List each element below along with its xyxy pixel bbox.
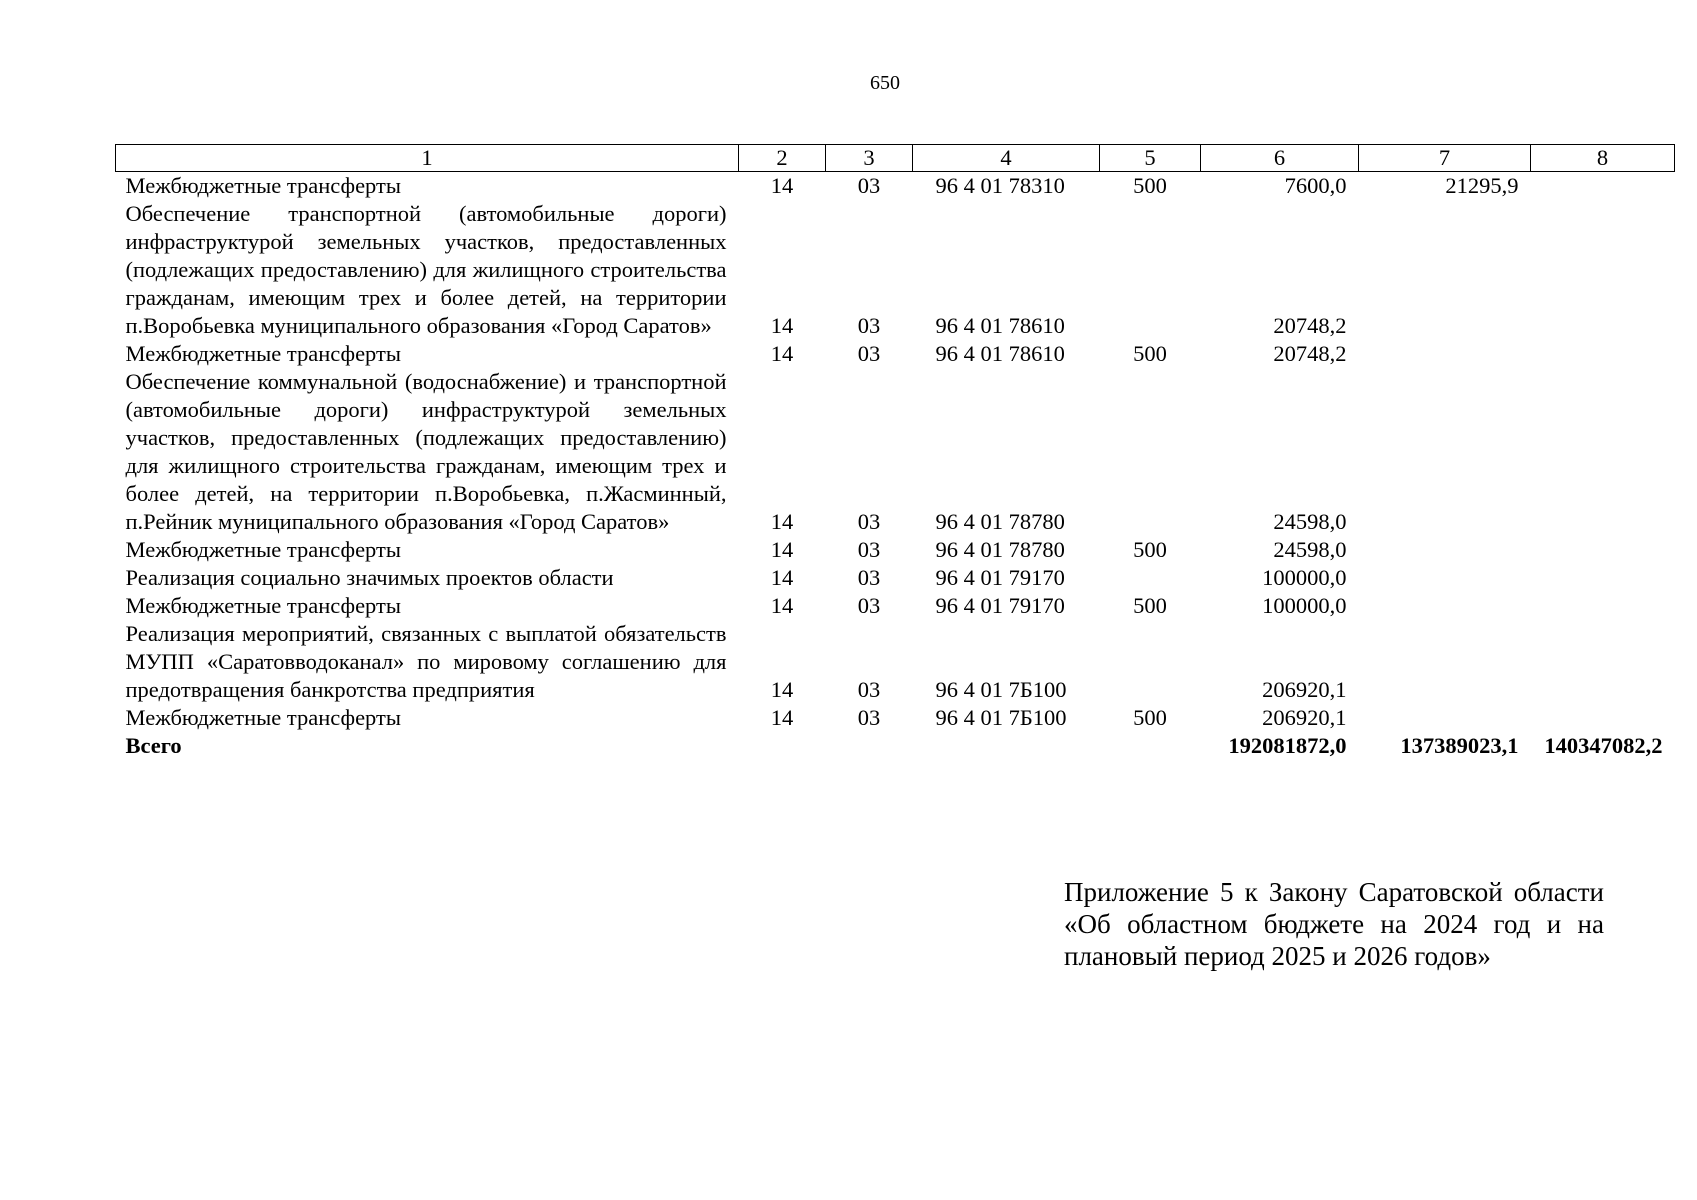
column-number: 2: [739, 145, 826, 172]
row-amount-2025-cell: 137389023,1: [1400, 733, 1519, 758]
table-row: [116, 340, 1675, 368]
table-body: [116, 172, 1675, 761]
row-amount-2026-cell: [1531, 564, 1675, 592]
row-amount-2026-cell: [1531, 592, 1675, 620]
row-amount-2024-cell: 192081872,0: [1228, 733, 1347, 758]
total-row: [116, 732, 1675, 760]
row-section-cell: 14: [770, 593, 794, 618]
row-amount-2026-cell: [1531, 704, 1675, 732]
row-expense-type-cell: [1100, 620, 1201, 704]
row-amount-2024-cell: 100000,0: [1262, 565, 1347, 590]
budget-table: [115, 144, 1675, 760]
column-number: 5: [1100, 145, 1201, 172]
table-row: [116, 368, 1675, 536]
row-amount-2025-cell: [1359, 620, 1531, 704]
row-amount-2024-cell: 20748,2: [1273, 341, 1347, 366]
row-amount-2026-cell: [1531, 340, 1675, 368]
table-row: [116, 620, 1675, 704]
row-target-code-cell: 96 4 01 78780: [935, 509, 1065, 534]
row-name-cell: Межбюджетные трансферты: [125, 705, 401, 730]
column-number: 1: [116, 145, 739, 172]
table-row: [116, 536, 1675, 564]
row-subsection-cell: 03: [857, 565, 881, 590]
row-name-cell: Межбюджетные трансферты: [125, 341, 401, 366]
row-target-code-cell: 96 4 01 78780: [935, 537, 1065, 562]
column-number: 7: [1359, 145, 1531, 172]
table-row: [116, 200, 1675, 340]
row-subsection-cell: 03: [857, 341, 881, 366]
row-amount-2025-cell: [1359, 704, 1531, 732]
table-row: [116, 172, 1675, 201]
row-amount-2024-cell: 206920,1: [1262, 677, 1347, 702]
row-section-cell: [739, 732, 826, 760]
row-section-cell: 14: [770, 565, 794, 590]
column-number: 4: [913, 145, 1100, 172]
row-name-cell: Всего: [125, 733, 182, 758]
row-amount-2025-cell: [1359, 592, 1531, 620]
row-amount-2025-cell: [1359, 340, 1531, 368]
row-name-cell: Реализация мероприятий, связанных с выплатой обязательств МУПП «Саратовводоканал» по мировому соглашению для предотвращения банкротства предприятия: [125, 621, 727, 702]
row-section-cell: 14: [770, 537, 794, 562]
row-amount-2024-cell: 20748,2: [1273, 313, 1347, 338]
row-amount-2025-cell: 21295,9: [1445, 173, 1519, 198]
row-target-code-cell: 96 4 01 78610: [935, 341, 1065, 366]
row-section-cell: 14: [770, 313, 794, 338]
row-amount-2024-cell: 206920,1: [1262, 705, 1347, 730]
row-section-cell: 14: [770, 341, 794, 366]
table-row: [116, 592, 1675, 620]
row-target-code-cell: 96 4 01 7Б100: [935, 705, 1067, 730]
row-subsection-cell: 03: [857, 677, 881, 702]
column-number: 8: [1531, 145, 1675, 172]
row-expense-type-cell: 500: [1133, 537, 1167, 562]
row-target-code-cell: 96 4 01 79170: [935, 593, 1065, 618]
row-name-cell: Реализация социально значимых проектов области: [125, 565, 614, 590]
row-target-code-cell: 96 4 01 78610: [935, 313, 1065, 338]
row-amount-2024-cell: 100000,0: [1262, 593, 1347, 618]
page-number: 650: [870, 72, 900, 94]
row-amount-2025-cell: [1359, 536, 1531, 564]
row-target-code-cell: [913, 732, 1100, 760]
row-subsection-cell: 03: [857, 705, 881, 730]
row-section-cell: 14: [770, 677, 794, 702]
row-expense-type-cell: [1100, 564, 1201, 592]
row-target-code-cell: 96 4 01 78310: [935, 173, 1065, 198]
row-amount-2026-cell: [1531, 536, 1675, 564]
row-expense-type-cell: 500: [1133, 593, 1167, 618]
row-name-cell: Межбюджетные трансферты: [125, 537, 401, 562]
row-section-cell: 14: [770, 173, 794, 198]
column-number-row: [116, 145, 1675, 172]
row-amount-2026-cell: [1531, 620, 1675, 704]
row-name-cell: Обеспечение транспортной (автомобильные дороги) инфраструктурой земельных участков, предоставленных (подлежащих предоставлению) для жилищного строительства гражданам, имеющим трех и более детей, на территории п.Воробьевка муниципального образования «Город Саратов»: [125, 201, 727, 338]
appendix-note: Приложение 5 к Закону Саратовской области «Об областном бюджете на 2024 год и на плановый период 2025 и 2026 годов»: [1064, 877, 1604, 971]
column-number: 6: [1201, 145, 1359, 172]
row-amount-2024-cell: 7600,0: [1284, 173, 1347, 198]
row-name-cell: Межбюджетные трансферты: [125, 173, 401, 198]
table-header: [116, 145, 1675, 172]
column-number: 3: [826, 145, 913, 172]
row-subsection-cell: 03: [857, 593, 881, 618]
row-amount-2026-cell: [1531, 200, 1675, 340]
row-subsection-cell: 03: [857, 313, 881, 338]
table-row: [116, 704, 1675, 732]
row-target-code-cell: 96 4 01 79170: [935, 565, 1065, 590]
row-subsection-cell: 03: [857, 509, 881, 534]
row-amount-2025-cell: [1359, 564, 1531, 592]
row-section-cell: 14: [770, 705, 794, 730]
row-amount-2026-cell: [1531, 368, 1675, 536]
row-expense-type-cell: 500: [1133, 341, 1167, 366]
row-amount-2024-cell: 24598,0: [1273, 537, 1347, 562]
row-amount-2024-cell: 24598,0: [1273, 509, 1347, 534]
row-expense-type-cell: 500: [1133, 705, 1167, 730]
row-amount-2026-cell: [1531, 172, 1675, 201]
row-expense-type-cell: [1100, 368, 1201, 536]
row-name-cell: Обеспечение коммунальной (водоснабжение) и транспортной (автомобильные дороги) инфраструктурой земельных участков, предоставленных (подлежащих предоставлению) для жилищного строительства гражданам, имеющим трех и более детей, на территории п.Воробьевка, п.Жасминный, п.Рейник муниципального образования «Город Саратов»: [125, 369, 727, 534]
row-expense-type-cell: [1100, 200, 1201, 340]
row-target-code-cell: 96 4 01 7Б100: [935, 677, 1067, 702]
row-amount-2026-cell: 140347082,2: [1544, 733, 1663, 758]
row-amount-2025-cell: [1359, 368, 1531, 536]
row-name-cell: Межбюджетные трансферты: [125, 593, 401, 618]
row-expense-type-cell: [1100, 732, 1201, 760]
row-amount-2025-cell: [1359, 200, 1531, 340]
row-expense-type-cell: 500: [1133, 173, 1167, 198]
row-section-cell: 14: [770, 509, 794, 534]
row-subsection-cell: 03: [857, 173, 881, 198]
row-subsection-cell: 03: [857, 537, 881, 562]
table-row: [116, 564, 1675, 592]
row-subsection-cell: [826, 732, 913, 760]
